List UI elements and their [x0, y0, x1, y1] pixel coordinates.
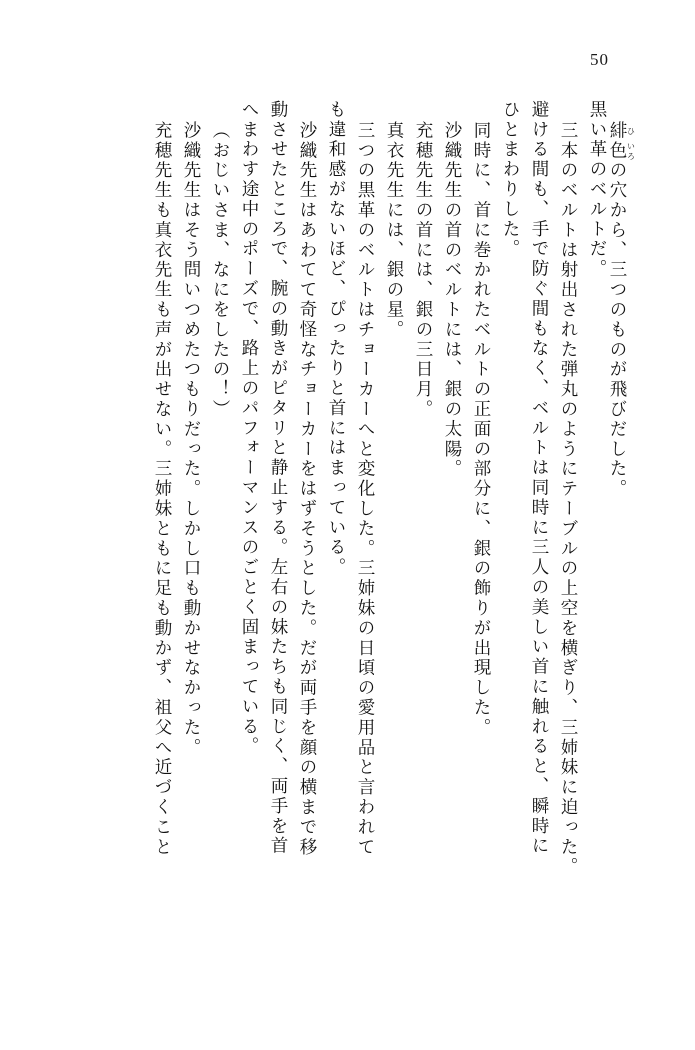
text-line: へまわす途中のポーズで、路上のパフォーマンスのごとく固まっている。: [240, 100, 260, 757]
text-line: 真衣先生には、銀の星。: [385, 121, 405, 340]
text-line: 緋ひ色いろの穴から、三つのものが飛びだした。: [608, 121, 636, 500]
ruby-hiiro: 緋ひ: [608, 121, 636, 141]
text-line: も違和感がないほど、ぴったりと首にはまっている。: [327, 100, 347, 578]
text-line: 沙織先生の首のベルトには、銀の太陽。: [443, 121, 463, 480]
text-line: 充穂先生の首には、銀の三日月。: [414, 121, 434, 420]
text-line: 三つの黒革のベルトはチョーカーへと変化した。三姉妹の日頃の愛用品と言われて: [356, 121, 376, 858]
text-line: 動させたところで、腕の動きがピタリと静止する。左右の妹たちも同じく、両手を首: [269, 100, 289, 857]
text-line: 三本のベルトは射出された弾丸のようにテーブルの上空を横ぎり、三姉妹に迫った。: [559, 121, 579, 878]
page-number: 50: [590, 50, 609, 69]
ruby-hiiro2: 色いろ: [608, 140, 636, 161]
text-line: 同時に、首に巻かれたベルトの正面の部分に、銀の飾りが出現した。: [472, 121, 492, 738]
vertical-text-body: [58, 100, 635, 980]
text-line: 沙織先生はそう問いつめたつもりだった。しかし口も動かせなかった。: [182, 121, 202, 758]
text-line: 避ける間も、手で防ぐ間もなく、ベルトは同時に三人の美しい首に触れると、瞬時に: [530, 100, 550, 857]
text-line: ひとまわりした。: [501, 100, 521, 260]
text-line: 沙織先生はあわてて奇怪なチョーカーをはずそうとした。だが両手を顔の横まで移: [298, 121, 318, 858]
text-line: （おじいさま、なにをしたの！）: [211, 121, 231, 420]
text-line: 黒い革のベルトだ。: [588, 100, 608, 280]
text-line: 充穂先生も真衣先生も声が出せない。三姉妹ともに足も動かず、祖父へ近づくこと: [153, 121, 173, 858]
